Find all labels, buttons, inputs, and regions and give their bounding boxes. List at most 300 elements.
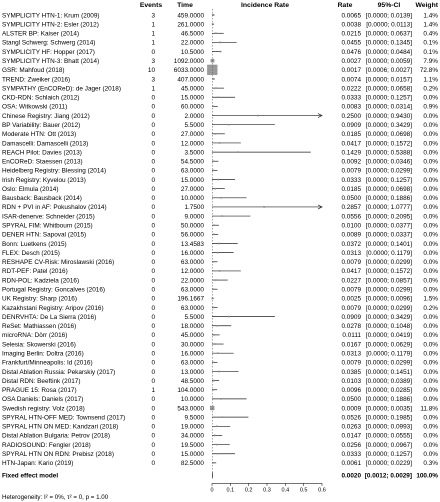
weight-value: 0.0% (423, 121, 438, 129)
rate-value: 0.0313 (341, 249, 361, 257)
ci-value: [0.0000; 0.0139] (365, 12, 412, 20)
time-value: 48.5000 (180, 377, 204, 385)
point-estimate (218, 453, 219, 454)
ci-value: [0.0000; 0.1048] (365, 323, 412, 331)
events-value: 0 (151, 441, 155, 449)
ci-value: [0.0000; 0.1572] (365, 140, 412, 148)
events-value: 0 (151, 359, 155, 367)
events-value: 0 (151, 268, 155, 276)
time-value: 13.4583 (180, 240, 204, 248)
time-value: 13.0000 (180, 368, 204, 376)
weight-value: 0.0% (423, 185, 438, 193)
point-estimate (214, 435, 215, 436)
ci-value: [0.0000; 0.0698] (365, 185, 412, 193)
study-label: CKD-RDN: Schlaich (2012) (2, 94, 80, 102)
rate-value: 0.0263 (341, 423, 361, 431)
study-label: Kazakhstani Registry: Aripov (2016) (2, 304, 104, 312)
time-value: 56.0000 (180, 231, 204, 239)
weight-value: 0.0% (423, 158, 438, 166)
weight-value: 0.0% (423, 323, 438, 331)
study-label: Portugal Registry: Goncalves (2016) (2, 286, 106, 294)
events-value: 0 (151, 103, 155, 111)
study-row (2, 204, 438, 211)
rate-value: 0.0556 (341, 213, 361, 221)
time-value: 196.1667 (177, 295, 204, 303)
rate-value: 0.0417 (341, 140, 361, 148)
ci-value: [0.0000; 0.0857] (365, 277, 412, 285)
events-value: 0 (151, 176, 155, 184)
study-label: Distal Ablation Russia: Pekarskiy (2017) (2, 368, 116, 376)
rate-value: 0.0083 (341, 103, 361, 111)
study-row (2, 177, 438, 184)
study-rows (2, 12, 438, 467)
point-estimate (222, 215, 223, 216)
point-estimate (213, 106, 214, 107)
rate-value: 0.0215 (341, 30, 361, 38)
summary-ci: [0.0012; 0.0029] (364, 472, 412, 480)
rate-value: 0.0185 (341, 131, 361, 139)
study-row (2, 360, 438, 367)
weight-value: 1.4% (423, 12, 438, 20)
x-tick-label: 0.3 (263, 487, 271, 494)
study-row (2, 95, 438, 102)
header-time: Time (177, 2, 193, 9)
study-label: RDN-POL: Kadziela (2016) (2, 277, 80, 285)
study-row (2, 387, 438, 394)
ci-value: [0.0000; 0.0157] (365, 76, 412, 84)
time-value: 10.5000 (180, 48, 204, 56)
rate-value: 0.0313 (341, 350, 361, 358)
study-row (2, 405, 438, 412)
rate-value: 0.0079 (341, 286, 361, 294)
events-value: 1 (151, 387, 155, 395)
study-row (2, 350, 438, 357)
study-row (2, 213, 438, 220)
ci-value: [0.0000; 0.0993] (365, 423, 412, 431)
point-estimate (238, 152, 239, 153)
ci-value: [0.0000; 0.1257] (365, 176, 412, 184)
time-value: 10.0000 (180, 195, 204, 203)
events-value: 0 (151, 213, 155, 221)
time-value: 27.0000 (180, 131, 204, 139)
ci-value: [0.0000; 0.1886] (365, 195, 412, 203)
rate-value: 0.0333 (341, 176, 361, 184)
study-row (2, 268, 438, 275)
point-estimate (221, 398, 222, 399)
header-events: Events (139, 2, 163, 9)
study-row (2, 241, 438, 248)
study-row (2, 40, 438, 47)
rate-value: 0.0111 (342, 332, 361, 340)
weight-value: 0.0% (423, 204, 438, 212)
study-row (2, 396, 438, 403)
study-label: Imaging Berlin: Doltra (2016) (2, 350, 84, 358)
header-rate: Rate (337, 2, 353, 9)
events-value: 0 (151, 460, 155, 468)
study-row (2, 159, 438, 166)
rate-value: 0.0372 (341, 240, 361, 248)
weight-value: 0.2% (423, 85, 438, 93)
study-label: PRAGUE 15: Rosa (2017) (2, 387, 77, 395)
ci-value: [0.0000; 1.0777] (365, 204, 412, 212)
rate-value: 0.0385 (341, 368, 361, 376)
events-value: 0 (151, 368, 155, 376)
weight-value: 0.0% (423, 213, 438, 221)
weight-value: 11.8% (420, 405, 438, 413)
study-row (2, 287, 438, 294)
point-estimate (213, 234, 214, 235)
study-row (2, 186, 438, 193)
x-tick-label: 0.1 (226, 487, 235, 494)
weight-value: 0.0% (423, 167, 438, 175)
events-value: 0 (151, 231, 155, 239)
rate-value: 0.0079 (341, 359, 361, 367)
study-label: SYMPLICITY HTN-3: Bhatt (2014) (2, 58, 100, 65)
ci-value: [0.0000; 0.0346] (365, 158, 412, 166)
ci-value: [0.0000; 0.0285] (365, 387, 412, 395)
weight-value: 0.0% (423, 341, 438, 349)
point-estimate (219, 270, 220, 271)
rate-value: 0.0027 (341, 58, 361, 65)
point-estimate (215, 88, 216, 89)
point-estimate (213, 14, 214, 15)
rate-value: 0.0256 (341, 441, 361, 449)
study-label: OSA Daniels: Daniels (2017) (2, 396, 84, 404)
events-value: 0 (151, 222, 155, 230)
point-estimate (213, 307, 214, 308)
weight-value: 0.0% (423, 313, 438, 321)
events-value: 0 (151, 204, 155, 212)
study-row (2, 223, 438, 230)
weight-value: 0.0% (423, 451, 438, 459)
rate-value: 0.0222 (341, 85, 361, 93)
rate-value: 0.0079 (341, 259, 361, 267)
events-value: 10 (147, 67, 155, 75)
study-row (2, 314, 438, 321)
study-label: UK Registry: Sharp (2016) (2, 295, 77, 303)
study-row (2, 12, 438, 19)
study-label: Distal Ablation Bulgaria: Petrov (2018) (2, 432, 110, 440)
column-headers (140, 2, 439, 9)
time-value: 104.0000 (177, 387, 204, 395)
study-label: SYMPATHY (EnCOReD): de Jager (2018) (2, 85, 121, 93)
weight-value: 0.0% (423, 249, 438, 257)
study-label: ISAR-denerve: Schneider (2015) (2, 213, 95, 221)
rate-value: 0.0061 (341, 460, 361, 468)
weight-value: 0.0% (423, 268, 438, 276)
study-row (2, 21, 438, 28)
events-value: 0 (151, 94, 155, 102)
x-axis (210, 483, 325, 493)
study-row (2, 259, 438, 266)
point-estimate (220, 42, 221, 43)
ci-value: [0.0000; 0.3429] (365, 121, 412, 129)
study-label: Oslo: Elmula (2014) (2, 185, 59, 193)
study-label: Heidelberg Registry: Blessing (2014) (2, 167, 107, 175)
study-label: Damascelli: Damascelli (2013) (2, 140, 89, 148)
ci-value: [0.0000; 0.0299] (365, 286, 412, 294)
rate-value: 0.2857 (341, 204, 361, 212)
study-row (2, 277, 438, 284)
events-value: 0 (151, 377, 155, 385)
study-row (2, 232, 438, 239)
time-value: 45.0000 (180, 85, 204, 93)
rate-value: 0.0079 (341, 304, 361, 312)
weight-value: 0.0% (423, 277, 438, 285)
weight-value: 0.0% (423, 195, 438, 203)
events-value: 3 (151, 58, 155, 65)
time-value: 45.0000 (180, 332, 204, 340)
time-value: 60.0000 (180, 103, 204, 111)
ci-value: [0.0006; 0.0027] (365, 67, 412, 75)
rate-value: 0.0065 (341, 12, 361, 20)
study-label: RADIOSOUND: Fengler (2018) (2, 441, 91, 449)
weight-value: 0.0% (423, 432, 438, 440)
study-label: HTN-Japan: Kario (2019) (2, 460, 74, 468)
point-estimate (228, 124, 229, 125)
point-estimate (228, 316, 229, 317)
study-row (2, 31, 438, 38)
ci-value: [0.0000; 0.0059] (365, 58, 412, 65)
point-estimate (213, 225, 214, 226)
point-estimate (257, 115, 258, 116)
ci-value: [0.0000; 0.0555] (365, 432, 412, 440)
weight-value: 1.1% (423, 76, 438, 84)
point-estimate (221, 197, 222, 198)
point-estimate (215, 33, 216, 34)
study-row (2, 168, 438, 175)
weight-value: 0.0% (423, 332, 438, 340)
study-row (2, 149, 438, 156)
events-value: 1 (151, 85, 155, 93)
time-value: 1092.0000 (173, 58, 204, 65)
weight-value: 0.0% (423, 131, 438, 139)
time-value: 19.0000 (180, 423, 204, 431)
ci-value: [0.0000; 0.1179] (366, 350, 412, 358)
events-value: 0 (151, 432, 155, 440)
rate-value: 0.0417 (341, 268, 361, 276)
time-value: 5.5000 (184, 313, 204, 321)
header-ci: 95%-CI (377, 2, 401, 9)
point-estimate (213, 334, 214, 335)
weight-value: 0.3% (423, 460, 438, 468)
study-label: Chinese Registry: Jiang (2012) (2, 112, 90, 120)
ci-value: [0.0000; 0.0299] (365, 359, 412, 367)
point-estimate (213, 78, 214, 79)
study-label: Selesia: Skowerski (2016) (2, 341, 76, 349)
point-estimate (214, 343, 215, 344)
ci-value: [0.0000; 0.0629] (365, 341, 412, 349)
time-value: 22.0000 (180, 39, 204, 47)
study-row (2, 131, 438, 138)
ci-value: [0.0000; 0.1886] (365, 396, 412, 404)
time-value: 50.0000 (180, 222, 204, 230)
x-tick-label: 0.5 (299, 487, 308, 494)
events-value: 0 (151, 112, 155, 120)
point-estimate (216, 426, 217, 427)
study-row (2, 104, 438, 111)
time-value: 543.0000 (177, 405, 204, 413)
ci-value: [0.0000; 0.1985] (365, 414, 412, 422)
point-estimate (215, 133, 216, 134)
time-value: 6033.0000 (173, 67, 204, 75)
study-label: Swedish registry: Volz (2018) (2, 405, 85, 413)
ci-value: [0.0000; 0.0035] (365, 405, 412, 413)
time-value: 30.0000 (180, 341, 204, 349)
study-row (2, 113, 438, 120)
time-value: 46.5000 (180, 30, 204, 38)
point-estimate (216, 444, 217, 445)
weight-value: 0.0% (423, 286, 438, 294)
weight-value: 0.0% (423, 368, 438, 376)
events-value: 0 (151, 249, 155, 257)
study-label: SPYRAL FIM: Whitbourn (2015) (2, 222, 93, 230)
rate-value: 0.1429 (341, 149, 361, 157)
rate-value: 0.0455 (341, 39, 361, 47)
study-label: EnCOReD: Staessen (2013) (2, 158, 83, 166)
time-value: 15.0000 (180, 176, 204, 184)
rate-value: 0.0025 (341, 295, 361, 303)
point-estimate (213, 462, 214, 463)
time-value: 19.5000 (180, 441, 204, 449)
events-value: 0 (151, 313, 155, 321)
study-label: Bausback: Bausback (2014) (2, 195, 82, 203)
study-row (2, 140, 438, 147)
weight-value: 0.0% (423, 414, 438, 422)
rate-value: 0.0100 (341, 222, 361, 230)
time-value: 63.0000 (180, 304, 204, 312)
weight-value: 0.0% (423, 149, 438, 157)
rate-value: 0.2500 (341, 112, 361, 120)
point-estimate (218, 243, 219, 244)
ci-value: [0.0000; 0.0299] (365, 304, 412, 312)
events-value: 0 (151, 195, 155, 203)
rate-value: 0.0089 (341, 231, 361, 239)
rate-value: 0.0038 (341, 21, 361, 29)
weight-value: 0.0% (423, 231, 438, 239)
point-estimate (264, 206, 265, 207)
study-row (2, 305, 438, 312)
ci-value: [0.0000; 0.1257] (365, 451, 412, 459)
events-value: 0 (151, 259, 155, 267)
weight-value: 0.0% (423, 350, 438, 358)
point-estimate (213, 389, 214, 390)
weight-value: 0.9% (423, 103, 438, 111)
study-label: Bonn: Luetkens (2015) (2, 240, 67, 248)
study-label: REACH Pilot: Davies (2013) (2, 149, 82, 157)
study-row (2, 58, 438, 65)
study-label: TREND: Zweiker (2016) (2, 76, 71, 84)
header-weight: Weight (415, 2, 438, 9)
study-label: Distal RDN: Beeftink (2017) (2, 377, 81, 385)
study-label: BP Variability: Bauer (2012) (2, 121, 81, 129)
study-row (2, 442, 438, 449)
study-label: RESHAPE CV-Risk: Miroslawski (2016) (2, 259, 115, 267)
study-row (2, 296, 438, 303)
study-label: OSA: Witkowski (2011) (2, 103, 68, 111)
study-row (2, 49, 438, 56)
rate-value: 0.0017 (341, 67, 361, 75)
study-row (2, 378, 438, 385)
ci-value: [0.0000; 0.1572] (365, 268, 412, 276)
events-value: 1 (151, 21, 155, 29)
rate-value: 0.0526 (341, 414, 361, 422)
ci-value: [0.0000; 0.0337] (365, 231, 412, 239)
events-value: 0 (151, 396, 155, 404)
weight-value: 0.0% (423, 259, 438, 267)
time-value: 12.0000 (180, 140, 204, 148)
rate-value: 0.0500 (341, 396, 361, 404)
rate-value: 0.0185 (341, 185, 361, 193)
rate-value: 0.0074 (341, 76, 361, 84)
ci-value: [0.0000; 0.1257] (365, 94, 412, 102)
ci-value: [0.0000; 0.0314] (365, 103, 412, 111)
x-tick-label: 0.2 (244, 487, 253, 494)
rate-value: 0.0167 (341, 341, 361, 349)
rate-value: 0.0092 (341, 158, 361, 166)
study-row (2, 65, 438, 75)
point-estimate (216, 279, 217, 280)
time-value: 34.0000 (180, 432, 204, 440)
weight-value: 0.0% (423, 112, 438, 120)
ci-value: [0.0000; 0.0484] (365, 48, 412, 56)
study-label: Irish Registry: Kyvelou (2013) (2, 176, 86, 184)
weight-value: 0.0% (423, 423, 438, 431)
study-row (2, 195, 438, 202)
summary-rate: 0.0020 (341, 472, 361, 480)
weight-value: 1.5% (423, 295, 438, 303)
events-value: 0 (151, 158, 155, 166)
study-row (2, 414, 438, 421)
time-value: 18.0000 (180, 323, 204, 331)
ci-value: [0.0000; 0.0698] (365, 131, 412, 139)
weight-value: 0.0% (423, 396, 438, 404)
weight-value: 0.0% (423, 387, 438, 395)
events-value: 0 (151, 149, 155, 157)
rate-value: 0.0476 (341, 48, 361, 56)
rate-value: 0.0909 (341, 313, 361, 321)
weight-value: 0.1% (423, 48, 438, 56)
point-estimate (217, 353, 218, 354)
events-value: 3 (151, 76, 155, 84)
time-value: 15.0000 (180, 94, 204, 102)
events-value: 0 (151, 48, 155, 56)
point-estimate (216, 325, 217, 326)
ci-value: [0.0000; 0.0637] (365, 30, 412, 38)
rate-value: 0.0500 (341, 195, 361, 203)
ci-value: [0.0000; 0.2095] (365, 213, 412, 221)
study-label: microRNA: Dörr (2016) (2, 332, 68, 340)
study-row (2, 451, 438, 458)
x-tick-label: 0.6 (318, 487, 326, 494)
study-row (2, 332, 438, 339)
point-estimate (218, 97, 219, 98)
time-value: 54.5000 (180, 158, 204, 166)
events-value: 0 (151, 405, 155, 413)
point-estimate (220, 51, 221, 52)
events-value: 0 (151, 451, 155, 459)
ci-value: [0.0000; 0.3429] (365, 313, 412, 321)
point-estimate (213, 170, 214, 171)
ci-value: [0.0000; 0.0377] (365, 222, 412, 230)
time-value: 407.0000 (177, 76, 204, 84)
heterogeneity-note: Heterogeneity: I² = 0%, τ² = 0, p = 1.00 (2, 494, 109, 501)
study-row (2, 85, 438, 92)
events-value: 1 (151, 39, 155, 47)
weight-value: 0.1% (423, 39, 438, 47)
study-label: SPYRAL HTN ON MED: Kandzari (2018) (2, 423, 119, 431)
events-value: 0 (151, 240, 155, 248)
